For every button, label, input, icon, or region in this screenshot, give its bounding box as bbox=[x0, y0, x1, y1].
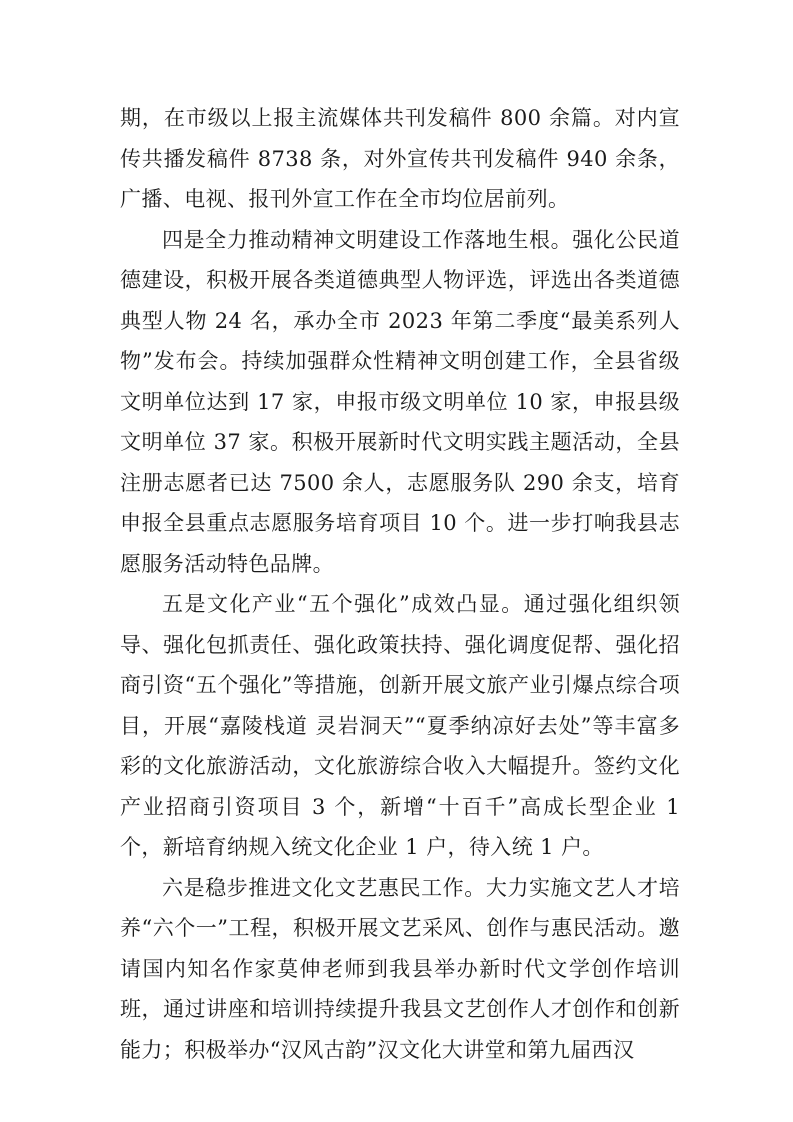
paragraph-continuation-media-stats: 期，在市级以上报主流媒体共刊发稿件 800 余篇。对内宣传共播发稿件 8738 条，对外宣传共刊发稿件 940 余条，广播、电视、报刊外宣工作在全市均位居前列。 bbox=[120, 106, 680, 211]
paragraph-culture-for-people: 六是稳步推进文化文艺惠民工作。大力实施文艺人才培养“六个一”工程，积极开展文艺采风、创作与惠民活动。邀请国内知名作家莫伸老师到我县举办新时代文学创作培训班，通过讲座和培训持续提升我县文艺创作人才创作和创新能力；积极举办“汉风古韵”汉文化大讲堂和第九届西汉 bbox=[120, 875, 680, 1062]
document-body bbox=[120, 98, 680, 1070]
paragraph-spiritual-civilization: 四是全力推动精神文明建设工作落地生根。强化公民道德建设，积极开展各类道德典型人物评选，评选出各类道德典型人物 24 名，承办全市 2023 年第二季度“最美系列人物”发布会。持续加强群众性精神文明创建工作，全县省级文明单位达到 17 家，申报市级文明单位 10 家，申报县级文明单位 37 家。积极开展新时代文明实践主题活动，全县注册志愿者已达 7500 余人，志愿服务队 290 余支，培育申报全县重点志愿服务培育项目 10 个。进一步打响我县志愿服务活动特色品牌。 bbox=[120, 227, 680, 576]
paragraph-cultural-industry: 五是文化产业“五个强化”成效凸显。通过强化组织领导、强化包抓责任、强化政策扶持、强化调度促帮、强化招商引资“五个强化”等措施，创新开展文旅产业引爆点综合项目，开展“嘉陵栈道 灵岩洞天”“夏季纳凉好去处”等丰富多彩的文化旅游活动，文化旅游综合收入大幅提升。签约文化产业招商引资项目 3 个，新增“十百千”高成长型企业 1 个，新培育纳规入统文化企业 1 户，待入统 1 户。 bbox=[120, 592, 680, 859]
